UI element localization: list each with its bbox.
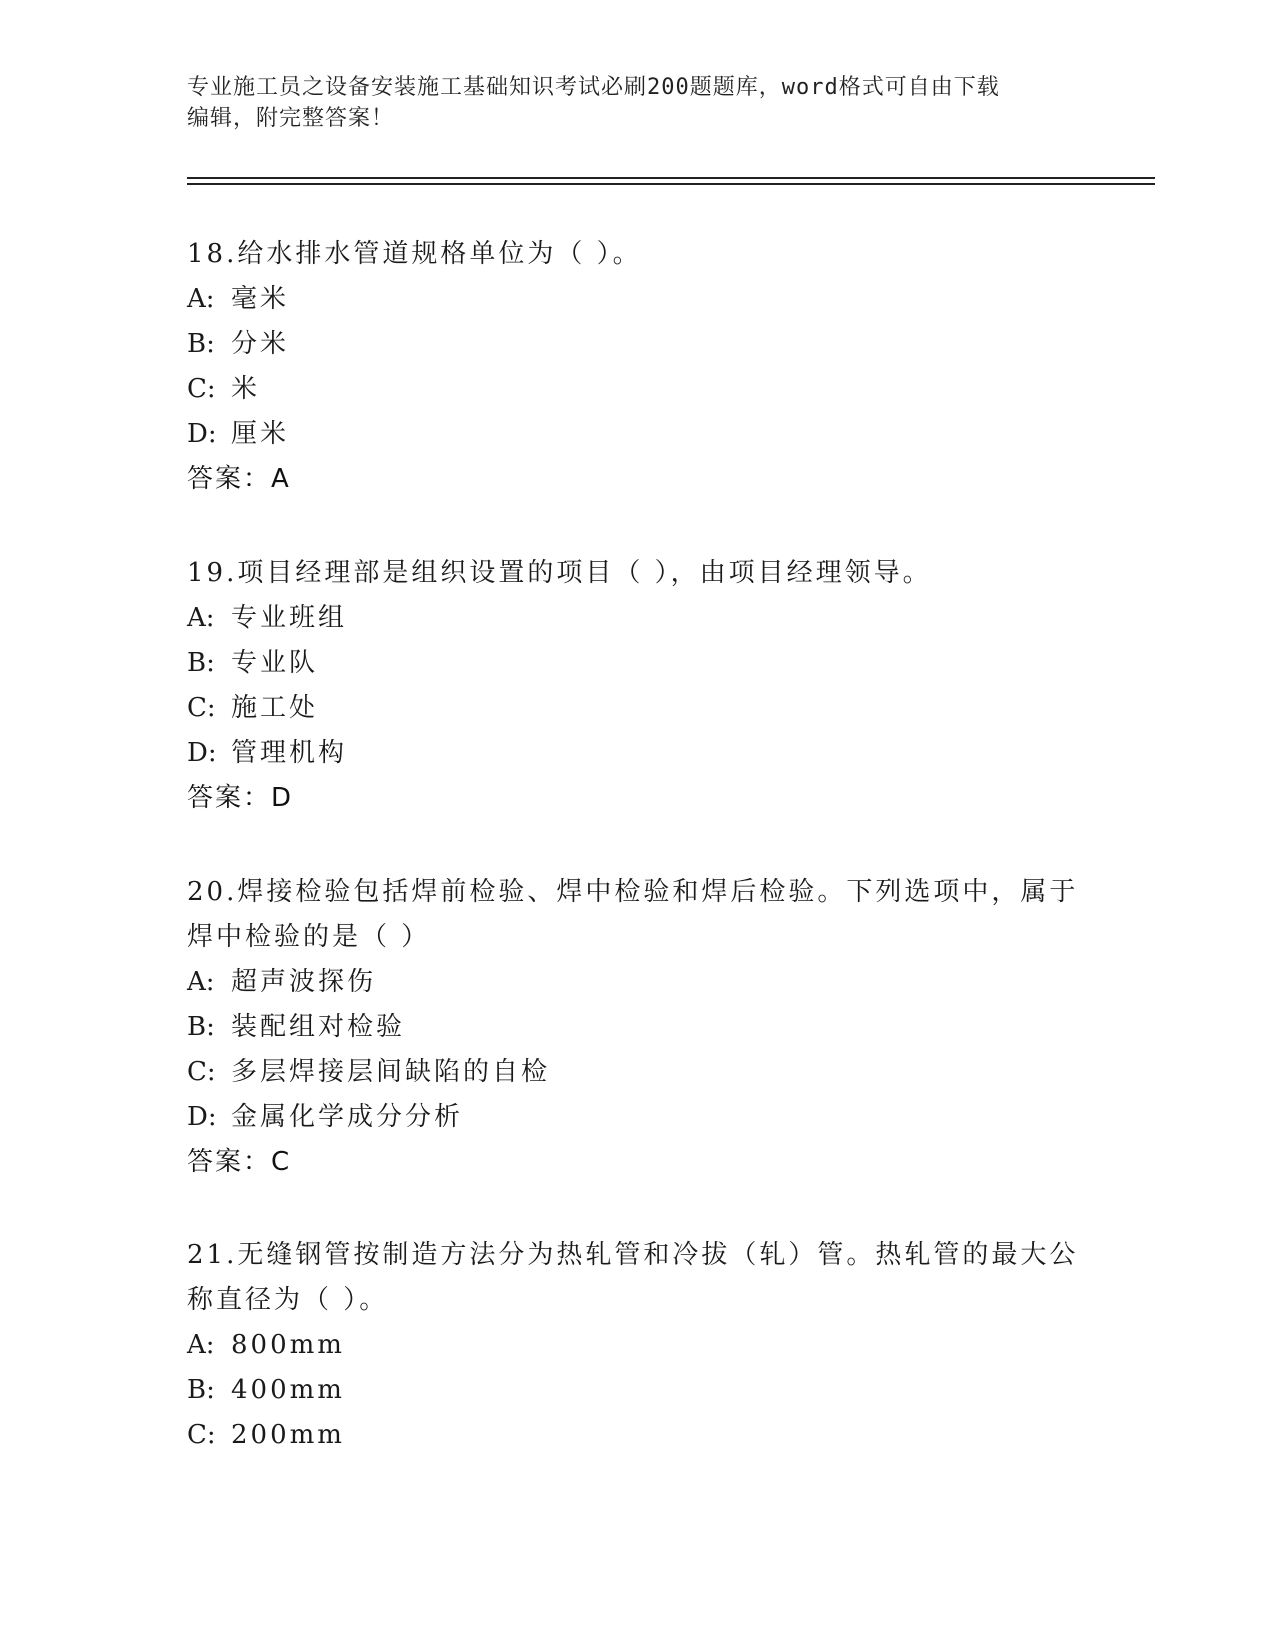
option-letter: A: — [187, 1330, 215, 1360]
option-text: 毫米 — [231, 284, 290, 314]
option-letter: C: — [187, 1420, 216, 1450]
option-text: 专业队 — [231, 648, 319, 678]
option-text: 多层焊接层间缺陷的自检 — [231, 1057, 551, 1087]
header-title-line-2: 编辑，附完整答案！ — [187, 106, 395, 131]
option-text: 施工处 — [231, 693, 319, 723]
option-c — [187, 686, 1087, 731]
option-a — [187, 960, 1087, 1005]
header-divider-bottom — [187, 183, 1155, 185]
question-19 — [187, 551, 1087, 821]
question-stem: 19.项目经理部是组织设置的项目（ ），由项目经理领导。 — [187, 558, 932, 588]
option-letter: B: — [187, 648, 215, 678]
question-stem: 20.焊接检验包括焊前检验、焊中检验和焊后检验。下列选项中，属于焊中检验的是（ ） — [187, 877, 1079, 952]
option-text: 装配组对检验 — [231, 1012, 406, 1042]
option-text: 米 — [231, 374, 261, 404]
option-letter: C: — [187, 374, 216, 404]
option-letter: B: — [187, 329, 215, 359]
option-text: 金属化学成分分析 — [231, 1102, 464, 1132]
answer-line: 答案：C — [187, 1147, 292, 1177]
option-letter: C: — [187, 1057, 216, 1087]
option-text: 分米 — [231, 329, 290, 359]
option-b — [187, 641, 1087, 686]
header-divider-top — [187, 177, 1155, 179]
option-b — [187, 322, 1087, 367]
option-letter: C: — [187, 693, 216, 723]
option-letter: D: — [187, 1102, 217, 1132]
answer-line: 答案：A — [187, 464, 291, 494]
option-c — [187, 1050, 1087, 1095]
option-letter: A: — [187, 284, 215, 314]
option-d — [187, 731, 1087, 776]
option-c — [187, 367, 1087, 412]
document-header — [187, 72, 1087, 134]
question-stem: 18.给水排水管道规格单位为（ ）。 — [187, 239, 642, 269]
option-letter: B: — [187, 1375, 215, 1405]
option-letter: D: — [187, 738, 217, 768]
question-18 — [187, 232, 1087, 502]
option-text: 800mm — [231, 1330, 345, 1360]
option-d — [187, 1095, 1087, 1140]
header-title-line-1: 专业施工员之设备安装施工基础知识考试必刷200题题库，word格式可自由下载 — [187, 75, 1000, 100]
option-c — [187, 1413, 1087, 1458]
option-a — [187, 1323, 1087, 1368]
option-letter: D: — [187, 419, 217, 449]
question-stem: 21.无缝钢管按制造方法分为热轧管和冷拔（轧）管。热轧管的最大公称直径为（ ）。 — [187, 1240, 1079, 1315]
option-a — [187, 596, 1087, 641]
option-text: 管理机构 — [231, 738, 348, 768]
option-b — [187, 1005, 1087, 1050]
option-b — [187, 1368, 1087, 1413]
question-21 — [187, 1233, 1087, 1458]
option-letter: A: — [187, 603, 215, 633]
question-20 — [187, 870, 1087, 1185]
option-text: 超声波探伤 — [231, 967, 377, 997]
option-letter: B: — [187, 1012, 215, 1042]
answer-line: 答案：D — [187, 783, 294, 813]
option-d — [187, 412, 1087, 457]
option-text: 专业班组 — [231, 603, 348, 633]
option-text: 厘米 — [231, 419, 290, 449]
option-text: 400mm — [231, 1375, 345, 1405]
option-text: 200mm — [231, 1420, 345, 1450]
option-a — [187, 277, 1087, 322]
option-letter: A: — [187, 967, 215, 997]
